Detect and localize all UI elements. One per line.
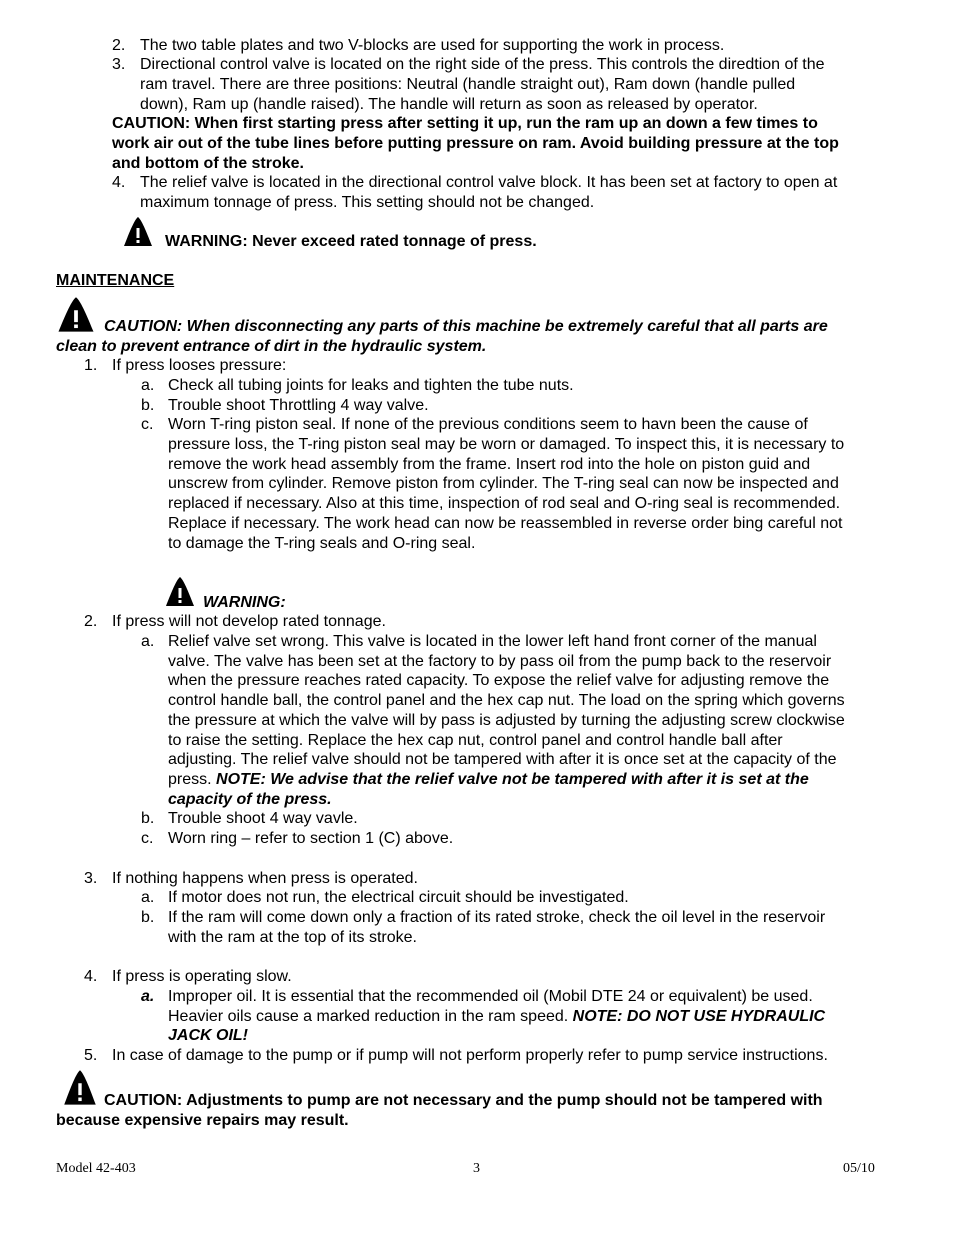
- note-text: capacity of the press.: [168, 791, 332, 808]
- caution-text: and bottom of the stroke.: [112, 155, 304, 172]
- sublist-text: [168, 1007, 825, 1026]
- sublist-text: [168, 770, 809, 789]
- list-number: 2.: [112, 37, 126, 54]
- sublist-letter: a.: [141, 988, 155, 1005]
- sublist-letter: b.: [141, 397, 155, 414]
- sublist-text: Check all tubing joints for leaks and tighten the tube nuts.: [168, 377, 574, 394]
- sublist-text: when the pressure reaches rated capacity. To expose the relief valve for adjusting remove the: [168, 672, 830, 689]
- caution-text: CAUTION: When disconnecting any parts of this machine be extremely careful that all parts are: [104, 318, 828, 335]
- list-item-text: If nothing happens when press is operated.: [112, 870, 418, 887]
- sublist-text: unscrew from cylinder. Remove piston from cylinder. The T-ring seal can now be inspected and: [168, 475, 839, 492]
- list-item-text: In case of damage to the pump or if pump will not perform properly refer to pump service instructions.: [112, 1047, 828, 1064]
- list-item-text: down), Ram up (handle raised). The handle will return as soon as released by operator.: [140, 96, 758, 113]
- footer-model: Model 42-403: [56, 1161, 136, 1176]
- list-item-text: The relief valve is located in the directional control valve block. It has been set at factory to open at: [140, 174, 838, 191]
- list-item-text: ram travel. There are three positions: Neutral (handle straight out), Ram down (handle pulled: [140, 76, 796, 93]
- warning-icon: [122, 216, 154, 248]
- caution-text: work air out of the tube lines before putting pressure on ram. Avoid building pressure at the top: [112, 135, 839, 152]
- list-item-text: If press looses pressure:: [112, 357, 287, 374]
- sublist-text: Worn T-ring piston seal. If none of the previous conditions seem to havn been the cause of: [168, 416, 808, 433]
- note-text: NOTE: We advise that the relief valve not be tampered with after it is set at the: [216, 771, 809, 788]
- list-number: 4.: [112, 174, 126, 191]
- sublist-text: pressure loss, the T-ring piston seal may be worn or damaged. To inspect this, it is necessary to: [168, 436, 845, 453]
- caution-text: because expensive repairs may result.: [56, 1112, 349, 1129]
- list-item-text: Directional control valve is located on the right side of the press. This controls the diredtion of the: [140, 56, 825, 73]
- sublist-text: Improper oil. It is essential that the recommended oil (Mobil DTE 24 or equivalent) be used.: [168, 988, 813, 1005]
- sublist-text: Worn ring – refer to section 1 (C) above.: [168, 830, 454, 847]
- sublist-text: If motor does not run, the electrical circuit should be investigated.: [168, 889, 629, 906]
- warning-icon: [56, 296, 96, 334]
- sublist-text: adjusting. The relief valve should not be tampered with after it is once set at the capacity of the: [168, 751, 837, 768]
- list-number: 1.: [84, 357, 98, 374]
- sublist-text: valve. The valve has been set at the factory to by pass oil from the pump back to the reservoir: [168, 653, 832, 670]
- warning-text: WARNING: Never exceed rated tonnage of press.: [165, 233, 537, 250]
- warning-text: WARNING:: [203, 594, 286, 611]
- list-number: 4.: [84, 968, 98, 985]
- sublist-text: Replace if necessary. The work head can now be reassembled in reverse order bing careful not: [168, 515, 843, 532]
- list-number: 3.: [112, 56, 126, 73]
- sublist-letter: c.: [141, 416, 154, 433]
- list-item-text: maximum tonnage of press. This setting should not be changed.: [140, 194, 595, 211]
- warning-icon: [164, 576, 196, 608]
- sublist-text: remove the work head assembly from the frame. Insert rod into the hole on piston guid and: [168, 456, 811, 473]
- sublist-letter: b.: [141, 810, 155, 827]
- sublist-letter: a.: [141, 633, 155, 650]
- note-text: NOTE: DO NOT USE HYDRAULIC: [572, 1008, 826, 1025]
- sublist-text: replaced if necessary. Also at this time, inspection of rod seal and O-ring seal is recommended.: [168, 495, 841, 512]
- section-heading: MAINTENANCE: [56, 272, 175, 289]
- sublist-text: Trouble shoot 4 way vavle.: [168, 810, 358, 827]
- note-text: JACK OIL!: [168, 1027, 248, 1044]
- plain-text: press.: [168, 771, 217, 788]
- list-item-text: The two table plates and two V-blocks are used for supporting the work in process.: [140, 37, 725, 54]
- caution-text: clean to prevent entrance of dirt in the hydraulic system.: [56, 338, 487, 355]
- sublist-text: the pressure at which the valve will by pass is adjusted by turning the adjusting screw clockwise: [168, 712, 845, 729]
- sublist-text: control handle ball, the control panel and the hex cap nut. The load on the spring which governs: [168, 692, 845, 709]
- sublist-text: to raise the setting. Replace the hex cap nut, control panel and control handle ball after: [168, 732, 783, 749]
- list-number: 2.: [84, 613, 98, 630]
- plain-text: Heavier oils cause a marked reduction in the ram speed.: [168, 1008, 573, 1025]
- list-number: 5.: [84, 1047, 98, 1064]
- list-item-text: If press will not develop rated tonnage.: [112, 613, 386, 630]
- sublist-text: with the ram at the top of its stroke.: [168, 929, 417, 946]
- warning-icon: [62, 1069, 98, 1107]
- caution-text: CAUTION: Adjustments to pump are not necessary and the pump should not be tampered with: [104, 1092, 823, 1109]
- list-number: 3.: [84, 870, 98, 887]
- sublist-text: Relief valve set wrong. This valve is located in the lower left hand front corner of the manual: [168, 633, 817, 650]
- sublist-letter: a.: [141, 377, 155, 394]
- sublist-letter: a.: [141, 889, 155, 906]
- footer-page-number: 3: [473, 1161, 480, 1176]
- sublist-text: If the ram will come down only a fraction of its rated stroke, check the oil level in the reservoir: [168, 909, 826, 926]
- sublist-text: Trouble shoot Throttling 4 way valve.: [168, 397, 429, 414]
- sublist-letter: c.: [141, 830, 154, 847]
- sublist-text: to damage the T-ring seals and O-ring seal.: [168, 535, 476, 552]
- footer-date: 05/10: [843, 1161, 875, 1176]
- list-item-text: If press is operating slow.: [112, 968, 292, 985]
- caution-text: CAUTION: When first starting press after setting it up, run the ram up an down a few times to: [112, 115, 818, 132]
- sublist-letter: b.: [141, 909, 155, 926]
